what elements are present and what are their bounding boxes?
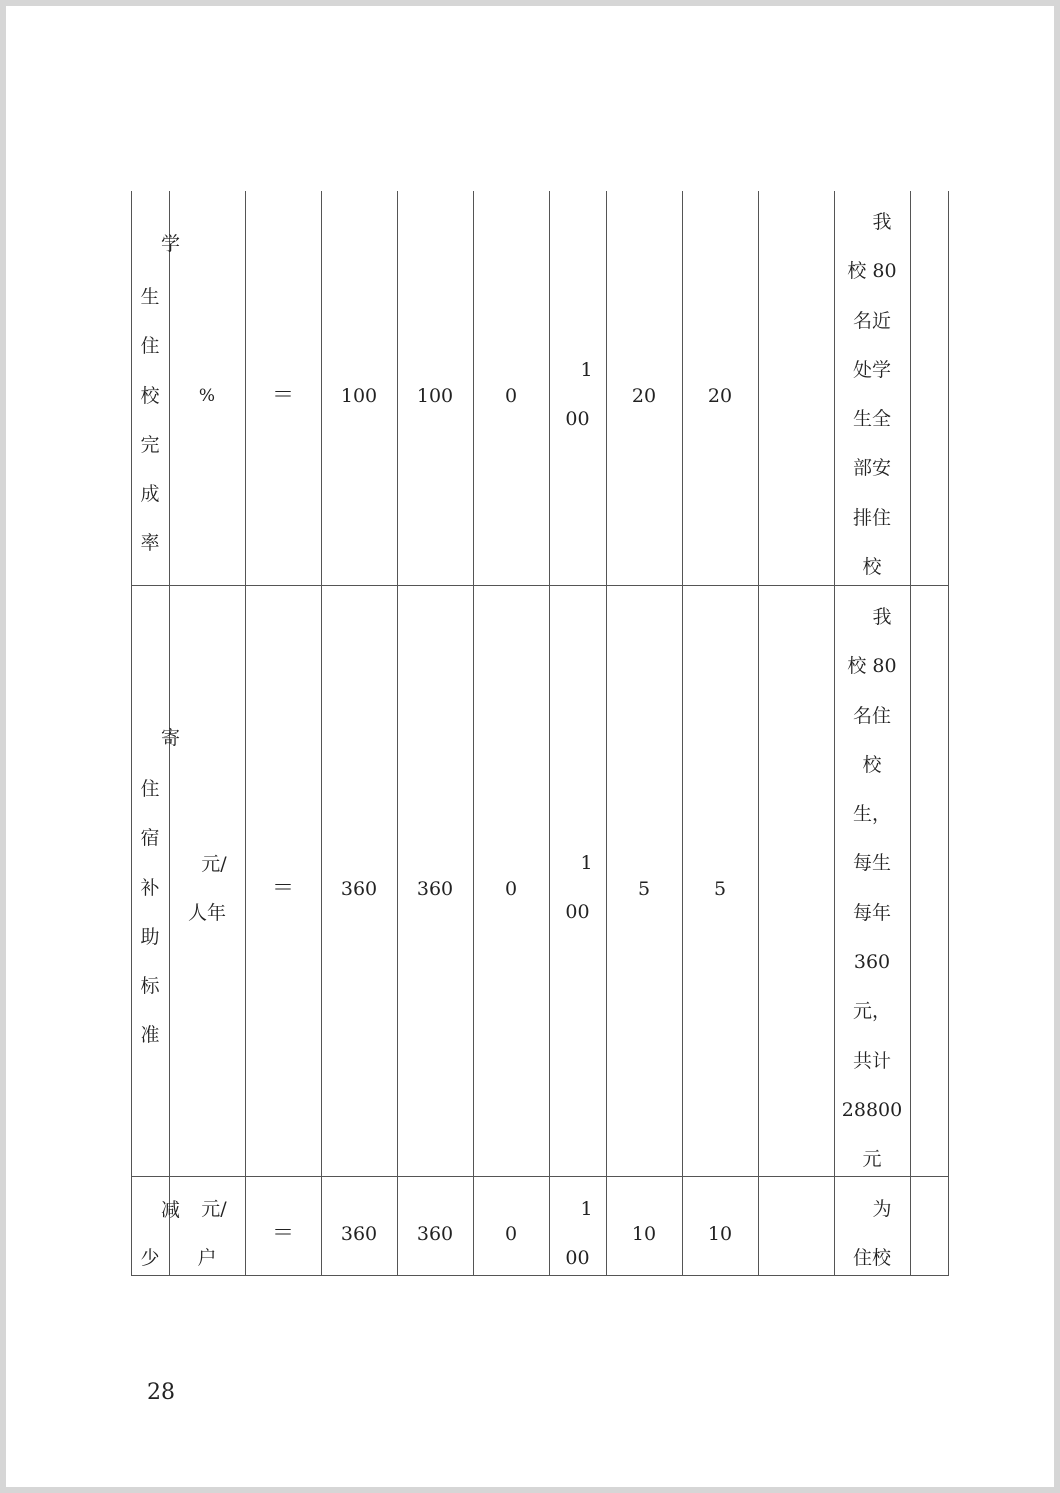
value-cell: 20 — [631, 385, 657, 407]
indicator-name — [131, 765, 169, 1061]
unit-cell — [169, 1185, 245, 1284]
clipped-char — [161, 233, 181, 258]
note-cell — [834, 198, 910, 592]
column-divider — [682, 191, 683, 1276]
indicator-char: 率 — [140, 532, 160, 555]
column-divider — [397, 191, 398, 1276]
note-line: 名近 — [852, 309, 891, 332]
indicator-name — [131, 1234, 169, 1283]
indicator-char: 校 — [140, 384, 160, 407]
value-cell: 5 — [637, 878, 651, 900]
column-divider — [910, 191, 911, 1276]
value-cell: 20 — [707, 385, 733, 407]
unit-line: 人年 — [187, 902, 226, 925]
unit-line: 元/ — [201, 853, 227, 875]
indicator-char: 生 — [140, 286, 160, 308]
value-cell: 0 — [504, 385, 518, 407]
clipped-char — [161, 1199, 181, 1224]
note-line: 为 — [872, 1198, 892, 1220]
page-number: 28 — [147, 1380, 175, 1405]
indicator-char: 住 — [140, 778, 160, 800]
column-divider — [606, 191, 607, 1276]
indicator-char: 助 — [140, 925, 160, 948]
indicator-char: 补 — [140, 876, 160, 899]
indicator-char: 完 — [140, 433, 160, 456]
value-cell: 100 — [416, 385, 454, 407]
value-line: 1 — [580, 359, 593, 381]
value-line: 00 — [565, 901, 590, 924]
note-line: 我 — [872, 211, 892, 233]
operator-cell: ＝ — [271, 1221, 294, 1246]
unit-cell — [169, 840, 245, 939]
value-cell: 360 — [416, 878, 454, 900]
note-line: 名住 — [852, 704, 891, 727]
value-cell-wrapped — [549, 839, 606, 938]
note-line: 元， — [852, 1000, 891, 1023]
indicator-name — [131, 273, 169, 569]
value-cell: 0 — [504, 1223, 518, 1245]
unit-line: 户 — [197, 1247, 217, 1270]
operator-cell: ＝ — [271, 383, 294, 408]
indicator-char: 宿 — [140, 827, 160, 850]
note-cell — [834, 593, 910, 1185]
value-line: 00 — [565, 408, 590, 431]
note-line: 住校 — [852, 1247, 891, 1270]
row-divider — [131, 585, 949, 586]
note-line: 处学 — [852, 358, 891, 381]
note-line: 校 — [862, 556, 882, 579]
indicator-char: 少 — [140, 1247, 160, 1269]
indicator-char: 准 — [140, 1024, 160, 1047]
value-cell: 0 — [504, 878, 518, 900]
clipped-char-text: 减 — [161, 1199, 181, 1221]
value-cell: 100 — [340, 385, 378, 407]
column-divider — [758, 191, 759, 1276]
value-cell: 5 — [713, 878, 727, 900]
column-divider — [245, 191, 246, 1276]
unit-cell: % — [198, 386, 216, 406]
note-line: 共计 — [852, 1049, 891, 1072]
value-line: 1 — [580, 852, 593, 874]
clipped-char-text: 学 — [161, 233, 181, 255]
value-line: 1 — [580, 1198, 593, 1220]
column-divider — [321, 191, 322, 1276]
note-line: 28800 — [841, 1098, 903, 1121]
note-line: 部安 — [852, 457, 891, 480]
indicator-char: 住 — [140, 335, 160, 358]
note-line: 校 80 — [847, 655, 897, 678]
note-line: 360 — [853, 951, 891, 974]
note-line: 生， — [852, 803, 891, 826]
unit-line: 元/ — [201, 1198, 227, 1220]
table-border-bottom — [131, 1275, 949, 1276]
note-line: 校 — [862, 753, 882, 776]
column-divider — [473, 191, 474, 1276]
note-line: 每年 — [852, 901, 891, 924]
row-divider — [131, 1176, 949, 1177]
note-line: 每生 — [852, 852, 891, 875]
indicator-char: 标 — [140, 975, 160, 998]
document-page — [6, 6, 1054, 1487]
value-cell: 360 — [416, 1223, 454, 1245]
note-cell — [834, 1185, 910, 1284]
value-cell: 360 — [340, 1223, 378, 1245]
value-cell: 360 — [340, 878, 378, 900]
value-cell: 10 — [631, 1223, 657, 1245]
clipped-char-text: 寄 — [161, 727, 181, 749]
note-line: 生全 — [852, 408, 891, 431]
value-line: 00 — [565, 1247, 590, 1270]
note-line: 排住 — [852, 506, 891, 529]
indicator-char: 成 — [140, 483, 160, 506]
note-line: 元 — [862, 1148, 882, 1171]
table-border-right — [948, 191, 949, 1276]
note-line: 我 — [872, 606, 892, 628]
operator-cell: ＝ — [271, 876, 294, 901]
note-line: 校 80 — [847, 260, 897, 283]
value-cell-wrapped — [549, 346, 606, 445]
value-cell: 10 — [707, 1223, 733, 1245]
value-cell-wrapped — [549, 1185, 606, 1284]
clipped-char — [161, 727, 181, 752]
